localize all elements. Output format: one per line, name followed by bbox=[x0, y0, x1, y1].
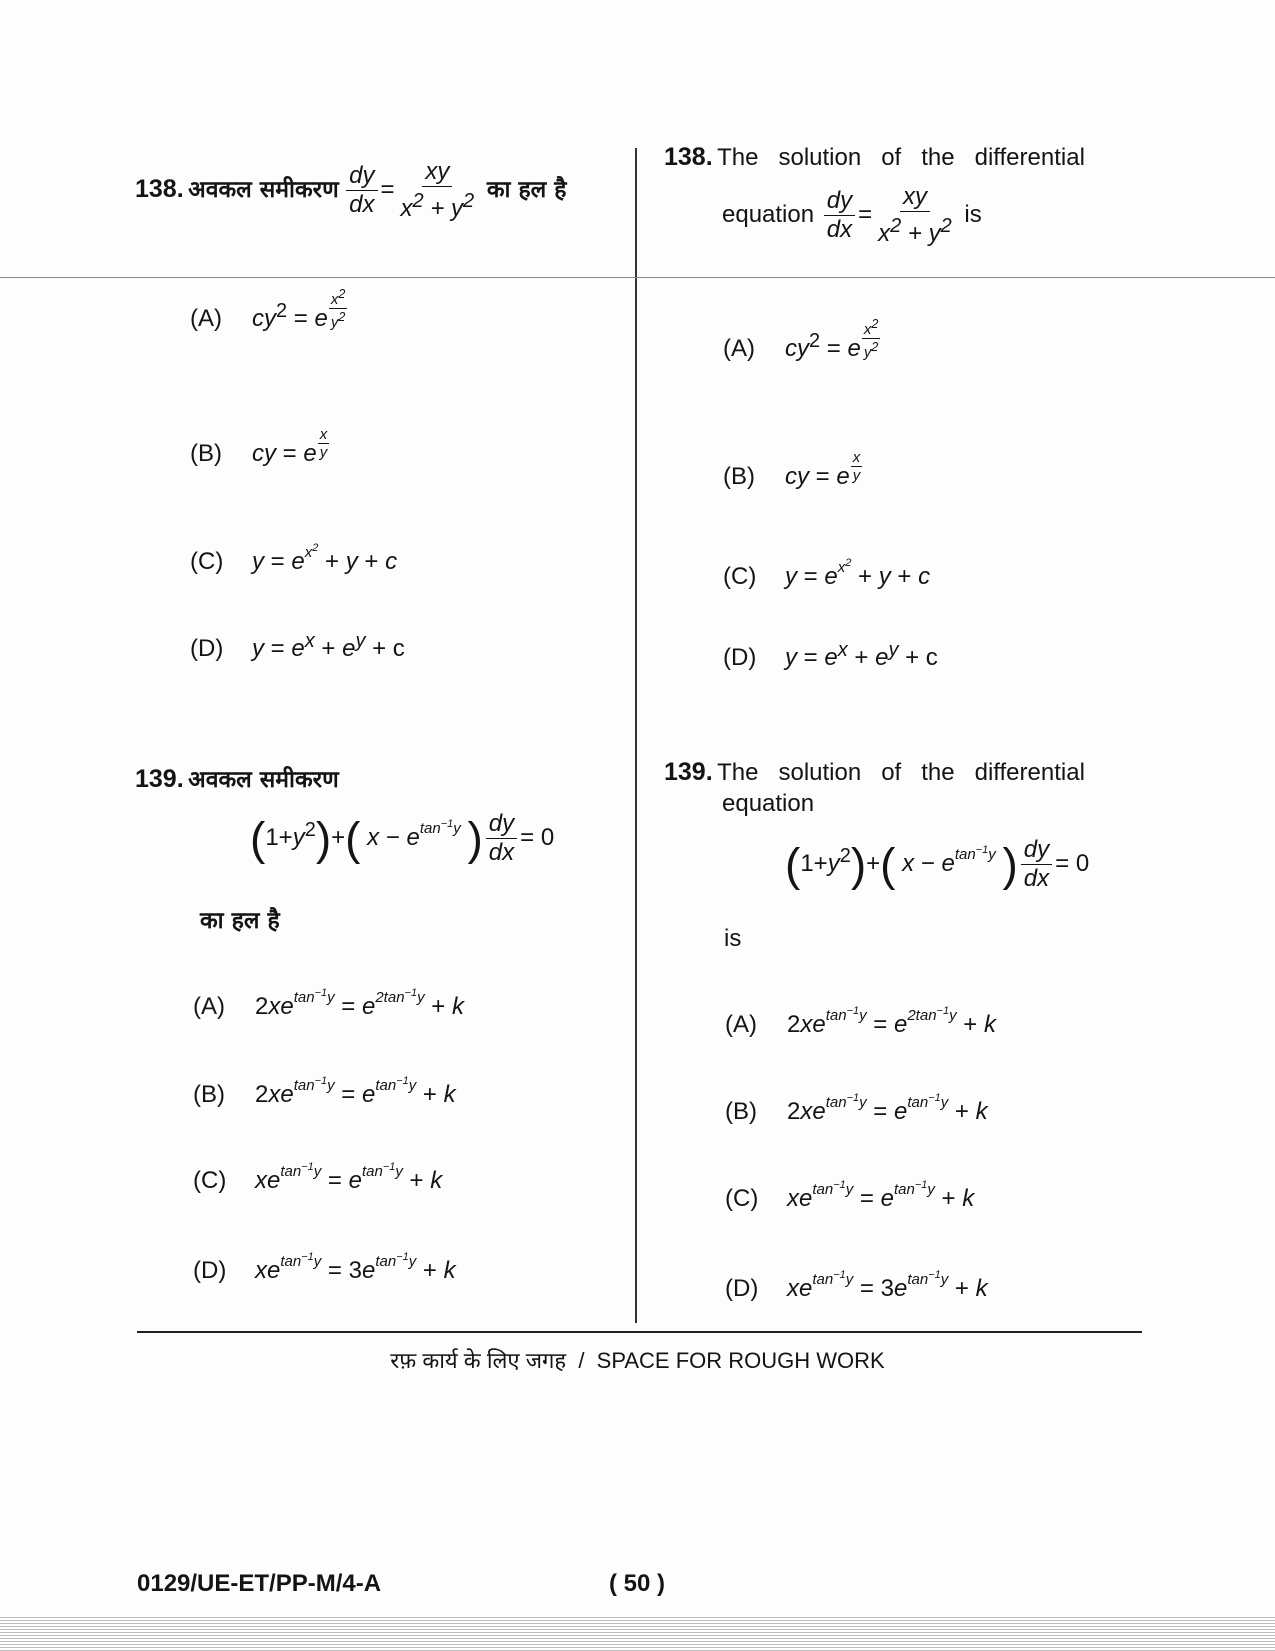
question-tail: is bbox=[724, 925, 742, 952]
equation-139: $(1+y^2)+$( $x - e^{tan^{-1}y}$ ) $\frac{dy}{dx}$ = 0 bbox=[785, 836, 1090, 892]
question-lead: The solution of the differential bbox=[717, 144, 1085, 171]
question-lead: The solution of the differential bbox=[717, 759, 1085, 786]
question-139-hindi bbox=[135, 762, 339, 794]
option-a: (A) $cy^2 = e$ $\frac{x^2}{y^2}$ bbox=[190, 287, 346, 332]
option-c: (C) $y = e^{x^2} + y + c$ bbox=[190, 542, 398, 575]
question-tail: is bbox=[964, 200, 982, 228]
option-d: (D) $y = e^x + e^y + c$ bbox=[190, 630, 405, 662]
option-c: (C) $y = e^{x^2} + y + c$ bbox=[723, 557, 931, 590]
option-d: (D) $y = e^x + e^y + c$ bbox=[723, 639, 938, 671]
option-a: (A) $2xe^{tan^{-1}y} = e^{2tan^{-1}y} + k$ bbox=[193, 987, 464, 1020]
page-number: ( 50 ) bbox=[609, 1570, 666, 1597]
option-c: (C) $xe^{tan^{-1}y} = e^{tan^{-1}y} + k$ bbox=[193, 1161, 443, 1194]
question-139-english bbox=[664, 758, 1144, 787]
option-a: (A) $2xe^{tan^{-1}y} = e^{2tan^{-1}y} + k$ bbox=[725, 1005, 996, 1038]
question-tail: का हल है bbox=[486, 176, 567, 203]
option-d: (D) $xe^{tan^{-1}y} = 3e^{tan^{-1}y} + k$ bbox=[193, 1251, 456, 1284]
option-b: (B) cy = e $\frac{x}{y}$ bbox=[190, 426, 328, 467]
rough-work-caption: रफ़ कार्य के लिए जगह / SPACE FOR ROUGH WORK bbox=[390, 1348, 885, 1373]
paper-code: 0129/UE-ET/PP-M/4-A bbox=[137, 1570, 382, 1597]
option-b: (B) $2xe^{tan^{-1}y} = e^{tan^{-1}y} + k$ bbox=[725, 1092, 988, 1125]
question-number: 139. bbox=[664, 758, 713, 786]
option-b: (B) cy = e $\frac{x}{y}$ bbox=[723, 449, 861, 490]
question-138-english bbox=[664, 143, 1134, 172]
equation-word: equation bbox=[722, 200, 815, 228]
question-tail: का हल है bbox=[200, 908, 280, 934]
equation-line: equation $\frac{dy}{dx}$ = $\frac{xy}{x^2 + y^2}$ is bbox=[722, 183, 982, 247]
question-lead: अवकल समीकरण bbox=[188, 767, 339, 793]
equation-dydx: $\frac{dy}{dx}$ = $\frac{xy}{x^2 + y^2}$ bbox=[343, 176, 487, 203]
question-number: 139. bbox=[135, 765, 184, 793]
equation-word: equation bbox=[722, 790, 815, 817]
question-number: 138. bbox=[664, 143, 713, 171]
question-138-hindi bbox=[135, 158, 566, 223]
scan-edge bbox=[0, 1615, 1275, 1651]
option-b: (B) $2xe^{tan^{-1}y} = e^{tan^{-1}y} + k$ bbox=[193, 1075, 456, 1108]
option-c: (C) $xe^{tan^{-1}y} = e^{tan^{-1}y} + k$ bbox=[725, 1179, 975, 1212]
question-lead: अवकल समीकरण bbox=[188, 176, 339, 203]
equation-139: $(1+y^2)+$( $x - e^{tan^{-1}y}$ ) $\frac{dy}{dx}$ = 0 bbox=[250, 810, 555, 866]
footer-rule bbox=[137, 1331, 1142, 1333]
question-number: 138. bbox=[135, 174, 184, 203]
column-divider bbox=[635, 148, 637, 1323]
option-d: (D) $xe^{tan^{-1}y} = 3e^{tan^{-1}y} + k$ bbox=[725, 1269, 988, 1302]
section-divider bbox=[0, 277, 1275, 278]
option-a: (A) $cy^2 = e$ $\frac{x^2}{y^2}$ bbox=[723, 317, 879, 362]
